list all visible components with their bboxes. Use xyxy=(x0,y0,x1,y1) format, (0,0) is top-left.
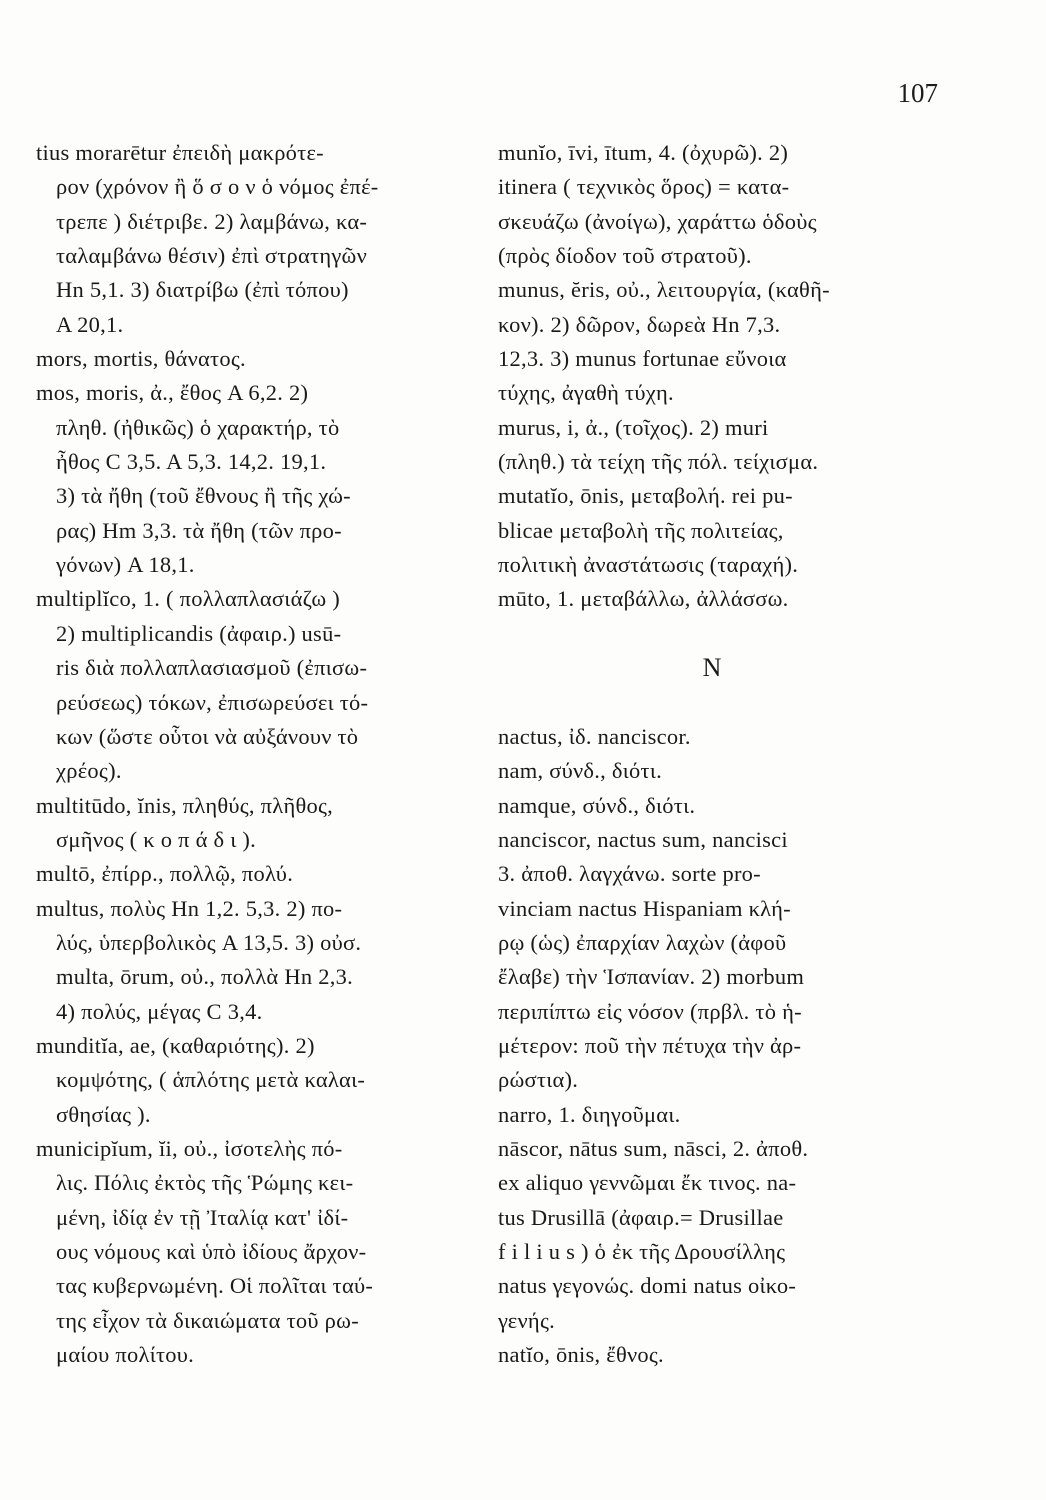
right-line: tus Drusillā (ἀφαιρ.= Drusillae xyxy=(498,1204,784,1230)
left-line: multitūdo, ĭnis, πληθύς, πλῆθος, xyxy=(36,792,334,818)
right-line: mūto, 1. μεταβάλλω, ἀλλάσσω. xyxy=(498,586,789,612)
right-line: itinera ( τεχνικὸς ὅρος) = κατα- xyxy=(498,174,790,200)
left-line: γόνων) A 18,1. xyxy=(56,552,195,578)
right-line: 12,3. 3) munus fortunae εὔνοια xyxy=(498,346,787,372)
left-line: municipĭum, ĭi, οὐ., ἰσοτελὴς πό- xyxy=(36,1135,343,1161)
left-line: Hn 5,1. 3) διατρίβω (ἐπὶ τόπου) xyxy=(56,277,349,303)
left-line: A 20,1. xyxy=(56,311,124,337)
right-line: γενής. xyxy=(498,1307,555,1333)
right-column xyxy=(498,136,938,1372)
right-line: κον). 2) δῶρον, δωρεὰ Hn 7,3. xyxy=(498,311,781,337)
left-line: μαίου πολίτου. xyxy=(56,1342,195,1368)
left-line: ρεύσεως) τόκων, ἐπισωρεύσει τό- xyxy=(56,689,369,715)
right-line: περιπίπτω εἰς νόσον (πρβλ. τὸ ἡ- xyxy=(498,998,802,1024)
left-line: πληθ. (ἠθικῶς) ὁ χαρακτήρ, τὸ xyxy=(56,414,340,440)
right-line: munus, ĕris, οὐ., λειτουργία, (καθῆ- xyxy=(498,277,830,303)
right-line: narro, 1. διηγοῦμαι. xyxy=(498,1101,681,1127)
left-line: multus, πολὺς Hn 1,2. 5,3. 2) πο- xyxy=(36,895,343,921)
right-line: namque, σύνδ., διότι. xyxy=(498,792,696,818)
section-heading-n: N xyxy=(702,653,722,683)
right-line: nāscor, nātus sum, nāsci, 2. ἀποθ. xyxy=(498,1135,809,1161)
left-line: ris διὰ πολλαπλασιασμοῦ (ἐπισω- xyxy=(56,655,368,681)
right-line: nanciscor, nactus sum, nancisci xyxy=(498,826,788,852)
left-column xyxy=(36,136,476,1372)
left-line: σμῆνος ( κ ο π ά δ ι ). xyxy=(56,826,257,852)
right-line: vinciam nactus Hispaniam κλή- xyxy=(498,895,791,921)
left-line: ἦθος C 3,5. A 5,3. 14,2. 19,1. xyxy=(56,449,327,475)
right-line: natĭo, ōnis, ἔθνος. xyxy=(498,1342,664,1368)
right-line: 3. ἀποθ. λαγχάνω. sorte pro- xyxy=(498,861,761,887)
left-line: σθησίας ). xyxy=(56,1101,151,1127)
left-line: tius morarētur ἐπειδὴ μακρότε- xyxy=(36,140,324,165)
left-line: munditĭa, ae, (καθαριότης). 2) xyxy=(36,1032,315,1058)
right-line: nam, σύνδ., διότι. xyxy=(498,758,663,784)
left-line: της εἶχον τὰ δικαιώματα τοῦ ρω- xyxy=(56,1307,359,1333)
right-line: nactus, ἰδ. nanciscor. xyxy=(498,723,691,749)
left-line: ους νόμους καὶ ὑπὸ ἰδίους ἄρχον- xyxy=(56,1239,367,1264)
left-line: χρέος). xyxy=(56,758,122,784)
right-line: ρώστια). xyxy=(498,1067,579,1093)
right-line: πολιτικὴ ἀναστάτωσις (ταραχή). xyxy=(498,552,799,578)
right-line: τύχης, ἀγαθὴ τύχη. xyxy=(498,380,674,406)
left-line: τρεπε ) διέτριβε. 2) λαμβάνω, κα- xyxy=(56,208,368,234)
left-line: multa, ōrum, οὐ., πολλὰ Hn 2,3. xyxy=(56,964,353,990)
left-line: μένη, ἰδίᾳ ἐν τῇ Ἰταλίᾳ κατ' ἰδί- xyxy=(56,1204,349,1230)
right-line: f i l i u s ) ὁ ἐκ τῆς Δρουσίλλης xyxy=(498,1239,786,1264)
right-line: munĭo, īvi, ītum, 4. (ὀχυρῶ). 2) xyxy=(498,140,789,165)
right-line: murus, i, ἀ., (τοῖχος). 2) muri xyxy=(498,414,769,440)
right-line: (πληθ.) τὰ τείχη τῆς πόλ. τείχισμα. xyxy=(498,449,819,475)
left-line: κων (ὥστε οὗτοι νὰ αὐξάνουν τὸ xyxy=(56,723,359,749)
right-line: (πρὸς δίοδον τοῦ στρατοῦ). xyxy=(498,243,752,269)
right-line: natus γεγονώς. domi natus οἰκο- xyxy=(498,1273,797,1299)
section-spacer xyxy=(498,617,938,651)
left-line: τας κυβερνωμένη. Οἱ πολῖται ταύ- xyxy=(56,1273,374,1299)
right-line: σκευάζω (ἀνοίγω), χαράττω ὁδοὺς xyxy=(498,208,817,234)
left-line: multō, ἐπίρρ., πολλῷ, πολύ. xyxy=(36,861,294,887)
left-line: mors, mortis, θάνατος. xyxy=(36,346,246,372)
left-line: ταλαμβάνω θέσιν) ἐπὶ στρατηγῶν xyxy=(56,243,368,269)
left-line: 2) multiplicandis (ἀφαιρ.) usū- xyxy=(56,620,342,646)
page-number: 107 xyxy=(897,78,938,108)
left-line: ρον (χρόνον ἢ ὅ σ ο ν ὁ νόμος ἐπέ- xyxy=(56,174,379,200)
left-line: 3) τὰ ἤθη (τοῦ ἔθνους ἢ τῆς χώ- xyxy=(56,483,351,509)
left-line: κομψότης, ( ἁπλότης μετὰ καλαι- xyxy=(56,1067,366,1093)
left-line: λύς, ὑπερβολικὸς A 13,5. 3) οὐσ. xyxy=(56,929,362,955)
section-spacer xyxy=(498,686,938,720)
right-line: ρῳ (ὡς) ἐπαρχίαν λαχὼν (ἀφοῦ xyxy=(498,929,787,955)
left-line: mos, moris, ἀ., ἔθος A 6,2. 2) xyxy=(36,380,309,406)
left-line: multiplĭco, 1. ( πολλαπλασιάζω ) xyxy=(36,586,341,612)
left-line: ρας) Hm 3,3. τὰ ἤθη (τῶν προ- xyxy=(56,517,342,543)
right-line: ex aliquo γεννῶμαι ἔκ τινος. na- xyxy=(498,1170,797,1196)
right-line: μέτερον: ποῦ τὴν πέτυχα τὴν ἀρ- xyxy=(498,1032,802,1058)
left-line: 4) πολύς, μέγας C 3,4. xyxy=(56,998,263,1024)
right-line: mutatĭo, ōnis, μεταβολή. rei pu- xyxy=(498,483,793,509)
left-line: λις. Πόλις ἐκτὸς τῆς Ῥώμης κει- xyxy=(56,1170,354,1196)
right-line: ἔλαβε) τὴν Ἱσπανίαν. 2) morbum xyxy=(498,964,805,990)
right-line: blicae μεταβολὴ τῆς πολιτείας, xyxy=(498,517,784,543)
